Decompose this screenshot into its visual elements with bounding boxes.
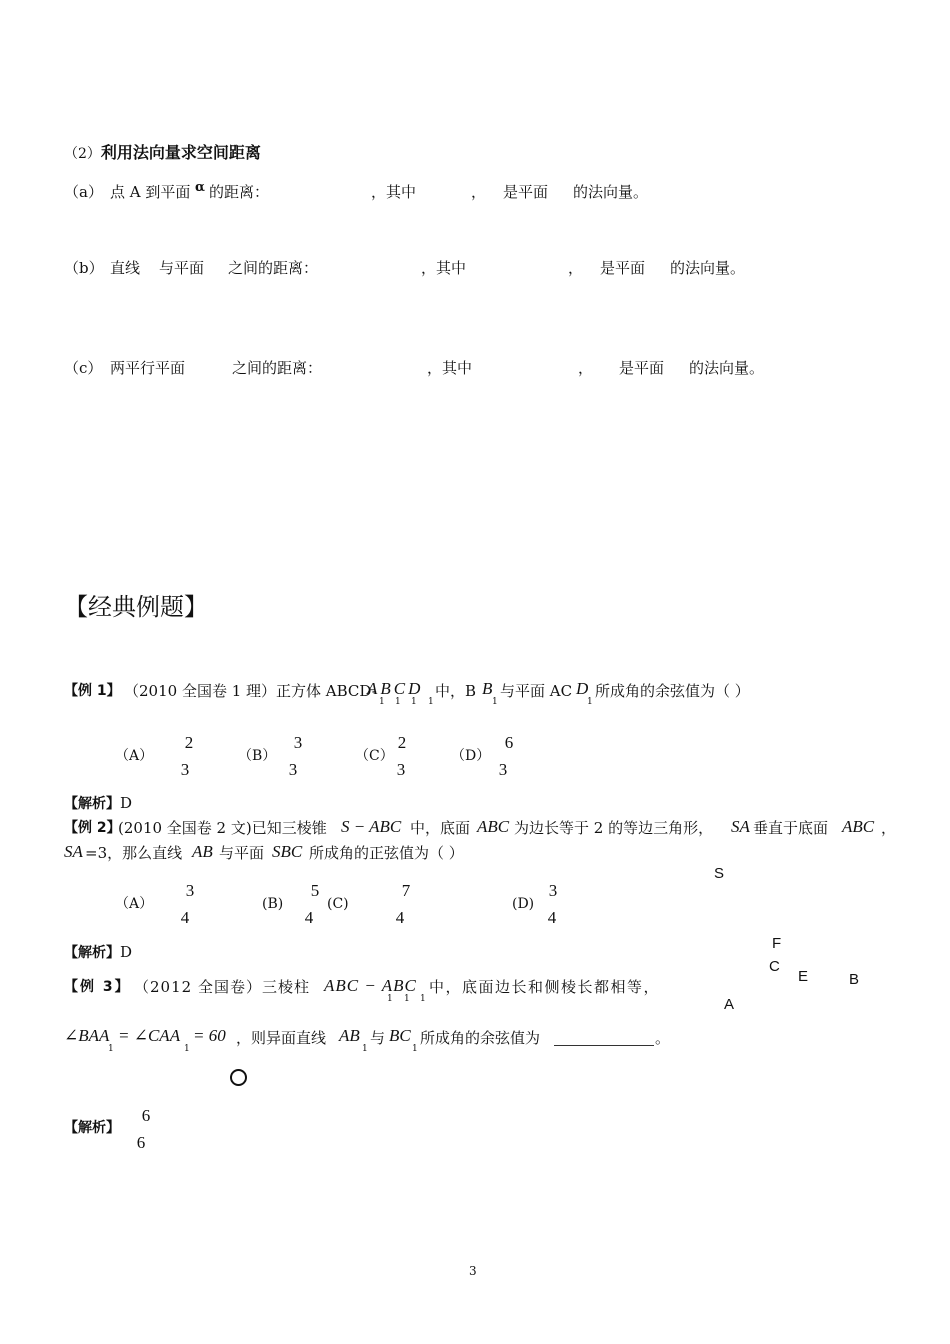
ex3-ab-sub: 1	[362, 1044, 368, 1054]
ex3-answer-num: 6	[141, 1106, 151, 1125]
ex3-line2-text2: 与	[370, 1029, 386, 1047]
ex3-text2: 中，底面边长和侧棱长都相等，	[429, 978, 661, 996]
item-b-text1: 直线	[110, 259, 141, 277]
figure-label-b: B	[849, 971, 860, 988]
ex2-option-d-num: 3	[548, 881, 558, 900]
ex2-text1: (2010 全国卷 2 文)已知三棱锥	[118, 819, 327, 837]
item-c-text4: ，	[578, 359, 594, 377]
ex2-answer-tag: 【解析】	[64, 945, 120, 961]
item-b-text5: ，	[568, 259, 584, 277]
ex2-tag: 【例 2】	[64, 820, 121, 836]
page-number: 3	[469, 1264, 477, 1278]
ex2-option-a-num: 3	[185, 881, 195, 900]
ex3-tag: 【例 3】	[64, 979, 131, 995]
item-c-label: （c）	[64, 359, 103, 377]
ex3-angle-caa-sub: 1	[184, 1044, 190, 1054]
ex1-text4: 所成角的余弦值为（ ）	[595, 682, 750, 700]
item-a-label: （a）	[64, 183, 103, 201]
ex2-option-b-num: 5	[310, 881, 320, 900]
degree-circle-icon	[230, 1069, 247, 1086]
ex1-b-sub: 1	[492, 697, 498, 707]
ex3-answer-tag: 【解析】	[64, 1120, 120, 1136]
ex1-text1: （2010 全国卷 1 理）正方体 ABCD-	[124, 682, 377, 700]
ex3-answer-blank	[554, 1031, 654, 1049]
ex2-answer-value: D	[120, 943, 133, 961]
section2-title: 利用法向量求空间距离	[100, 143, 261, 162]
ex1-text3: 与平面 AC	[500, 682, 573, 700]
ex2-text2: 中，底面	[410, 819, 471, 837]
item-b-text6: 是平面	[600, 259, 646, 277]
ex1-sub-d: 1	[428, 697, 434, 707]
figure-label-f: F	[772, 935, 782, 952]
figure-label-e: E	[798, 968, 809, 985]
ex2-line2-sa: SA	[64, 842, 83, 861]
ex1-option-d-num: 6	[504, 733, 514, 752]
ex1-option-b-den: 3	[288, 760, 298, 779]
ex2-option-c-num: 7	[401, 881, 411, 900]
ex2-text4: 垂直于底面	[753, 819, 829, 837]
ex2-text5: ，	[881, 819, 897, 837]
ex3-line2-text1: ，则异面直线	[236, 1029, 327, 1047]
item-c-text2: 之间的距离：	[232, 359, 323, 377]
ex1-d-sub: 1	[587, 697, 593, 707]
item-c-text5: 是平面	[619, 359, 665, 377]
ex2-option-c-den: 4	[395, 908, 405, 927]
ex2-option-d-label: (D)	[512, 896, 535, 912]
ex2-sa: SA	[731, 817, 750, 836]
item-c-text1: 两平行平面	[110, 359, 186, 377]
ex3-sub-b: 1	[404, 994, 410, 1004]
ex2-text3: 为边长等于 2 的等边三角形，	[514, 819, 714, 837]
ex2-ab: AB	[192, 842, 213, 861]
ex2-option-a-den: 4	[180, 908, 190, 927]
figure-label-s: S	[714, 865, 725, 882]
ex1-option-b-label: （B）	[238, 748, 277, 764]
ex3-angle-caa: = ∠CAA	[118, 1026, 181, 1045]
ex1-answer	[64, 796, 132, 811]
ex2-line2-text3: 所成角的正弦值为（ ）	[309, 844, 464, 862]
ex2-line2-text2: 与平面	[219, 844, 265, 862]
ex3-sub-c: 1	[420, 994, 426, 1004]
ex3-text1: （2012 全国卷）三棱柱	[134, 978, 310, 996]
figure-label-c: C	[769, 958, 780, 975]
section2-prefix: （2）	[64, 146, 101, 162]
ex3-ab: AB	[339, 1026, 360, 1045]
ex2-abc: ABC	[477, 817, 510, 836]
ex1-sub-b: 1	[395, 697, 401, 707]
ex1-option-a-num: 2	[184, 733, 194, 752]
ex3-prism: ABC − ABC	[324, 976, 417, 995]
ex2-option-b-label: (B)	[262, 896, 284, 912]
figure-label-a: A	[724, 996, 735, 1013]
ex1-answer-value: D	[120, 794, 133, 812]
ex1-option-d-den: 3	[498, 760, 508, 779]
item-c-text3: ，其中	[427, 359, 473, 377]
item-b-text3: 之间的距离：	[228, 259, 319, 277]
ex2-option-a-label: （A）	[115, 896, 154, 912]
item-b-text7: 的法向量。	[670, 259, 746, 277]
ex1-option-a-label: （A）	[115, 748, 154, 764]
ex3-line2-text4: 。	[655, 1029, 671, 1047]
ex1-option-a-den: 3	[180, 760, 190, 779]
item-a-text3: ，其中	[371, 183, 417, 201]
section2-heading	[64, 145, 261, 161]
item-b-text2: 与平面	[159, 259, 205, 277]
ex2-sbc: SBC	[272, 842, 303, 861]
ex1-option-c-label: （C）	[355, 748, 394, 764]
ex1-option-b-num: 3	[293, 733, 303, 752]
ex2-abc2: ABC	[842, 817, 875, 836]
ex2-sabc: S − ABC	[341, 817, 402, 836]
ex3-bc: BC	[389, 1026, 411, 1045]
ex3-answer-den: 6	[136, 1133, 146, 1152]
ex1-sub-a: 1	[379, 697, 385, 707]
ex1-option-c-num: 2	[397, 733, 407, 752]
item-a-text1: 点 A 到平面	[110, 183, 191, 201]
item-a-text4: ，	[471, 183, 487, 201]
formula-glyph-icon: α	[195, 180, 206, 195]
ex3-angle-baa-sub: 1	[108, 1044, 114, 1054]
ex1-abcd: ABCD	[367, 679, 424, 698]
ex1-answer-tag: 【解析】	[64, 796, 120, 812]
ex3-angle-baa: ∠BAA	[64, 1026, 110, 1045]
item-a-text2: 的距离：	[209, 183, 270, 201]
ex3-line2-text3: 所成角的余弦值为	[420, 1029, 541, 1047]
ex1-text2: 中，B	[435, 682, 477, 700]
ex1-option-c-den: 3	[396, 760, 406, 779]
ex1-tag: 【例 1】	[64, 683, 121, 699]
examples-heading: 【经典例题】	[64, 593, 208, 621]
item-b-text4: ，其中	[421, 259, 467, 277]
ex3-bc-sub: 1	[412, 1044, 418, 1054]
item-b-label: （b）	[64, 259, 104, 277]
item-a-text6: 的法向量。	[573, 183, 649, 201]
ex2-option-b-den: 4	[304, 908, 314, 927]
item-c-text6: 的法向量。	[689, 359, 765, 377]
ex1-option-d-label: （D）	[451, 748, 491, 764]
ex2-option-d-den: 4	[547, 908, 557, 927]
ex3-angle-value: = 60	[193, 1026, 226, 1045]
ex2-line2-text1: =3，那么直线	[85, 844, 183, 862]
item-a-text5: 是平面	[503, 183, 549, 201]
ex2-option-c-label: (C)	[327, 896, 349, 912]
ex1-sub-c: 1	[411, 697, 417, 707]
ex1-d: D	[576, 679, 589, 698]
ex3-sub-a: 1	[387, 994, 393, 1004]
ex2-answer	[64, 945, 132, 960]
ex1-b: B	[482, 679, 493, 698]
